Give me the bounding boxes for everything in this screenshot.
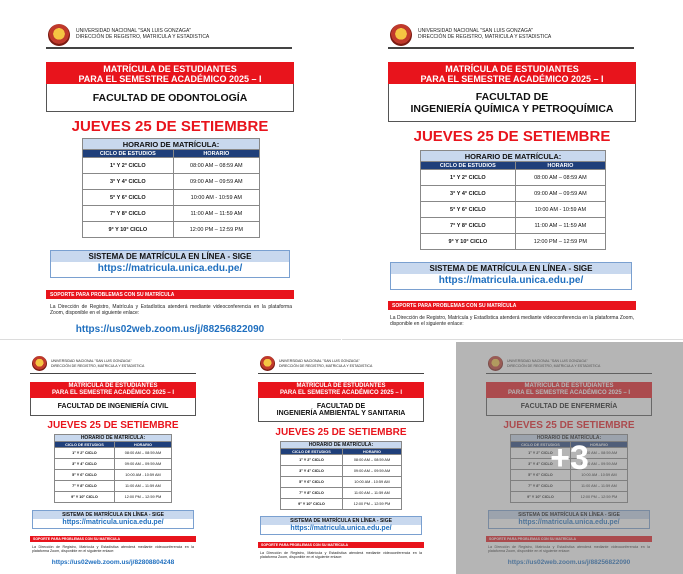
- banner-line-2: PARA EL SEMESTRE ACADÉMICO 2025 – I: [78, 74, 262, 85]
- col-ciclo: CICLO DE ESTUDIOS: [55, 442, 115, 448]
- support-text: La Dirección de Registro, Matrícula y Estadística atenderá mediante videoconferencia en la plataforma Zoom, disponible en el siguiente enlace:: [32, 545, 194, 554]
- faculty-box: [30, 398, 196, 416]
- header-rule: [388, 47, 634, 49]
- schedule-table: [54, 434, 172, 503]
- faculty-name-line-2: INGENIERÍA QUÍMICA Y PETROQUÍMICA: [410, 102, 614, 115]
- header-rule: [258, 373, 424, 374]
- support-banner: SOPORTE PARA PROBLEMAS CON SU MATRÍCULA: [46, 290, 294, 299]
- enrollment-banner: [258, 382, 424, 398]
- table-row: 5° Y 6° CICLO 10:00 AM - 10:59 AM: [83, 190, 260, 206]
- enrollment-date: JUEVES 25 DE SETIEMBRE: [47, 420, 179, 431]
- table-row: 1° Y 2° CICLO 08:00 AM – 08:59 AM: [83, 158, 260, 174]
- banner-line-1: MATRÍCULA DE ESTUDIANTES: [68, 383, 158, 389]
- banner-line-1: MATRÍCULA DE ESTUDIANTES: [103, 64, 237, 74]
- banner-line-2: PARA EL SEMESTRE ACADÉMICO 2025 – I: [420, 74, 604, 85]
- table-row: 3° Y 4° CICLO 09:00 AM – 09:59 AM: [55, 459, 172, 470]
- more-images-count: +3: [550, 438, 589, 477]
- col-ciclo: CICLO DE ESTUDIOS: [281, 449, 343, 455]
- col-horario: HORARIO: [114, 442, 171, 448]
- sige-box: [50, 250, 290, 278]
- sige-link[interactable]: https://matricula.unica.edu.pe/: [438, 275, 584, 286]
- zoom-link[interactable]: https://us02web.zoom.us/j/88256822090: [75, 324, 265, 335]
- office-name: DIRECCIÓN DE REGISTRO, MATRICULA Y ESTADISTICA: [279, 363, 373, 368]
- banner-line-2: PARA EL SEMESTRE ACADÉMICO 2025 – I: [51, 389, 175, 396]
- faculty-name-line-2: INGENIERÍA AMBIENTAL Y SANITARIA: [276, 409, 406, 417]
- university-name: UNIVERSIDAD NACIONAL "SAN LUIS GONZAGA": [279, 359, 360, 364]
- sige-link[interactable]: https://matricula.unica.edu.pe/: [62, 519, 164, 526]
- sige-link[interactable]: https://matricula.unica.edu.pe/: [97, 263, 243, 274]
- table-row: 9° Y 10° CICLO 12:00 PM – 12:59 PM: [281, 499, 402, 510]
- university-name: UNIVERSIDAD NACIONAL "SAN LUIS GONZAGA": [51, 359, 132, 364]
- table-row: 9° Y 10° CICLO 12:00 PM – 12:59 PM: [55, 492, 172, 503]
- col-horario: HORARIO: [342, 449, 401, 455]
- schedule-caption: HORARIO DE MATRÍCULA:: [281, 442, 402, 449]
- banner-line-1: MATRÍCULA DE ESTUDIANTES: [445, 64, 579, 74]
- gallery-image-enfermeria[interactable]: [456, 342, 683, 574]
- col-ciclo: CICLO DE ESTUDIOS: [421, 162, 516, 170]
- sige-title: SISTEMA DE MATRÍCULA EN LÍNEA - SIGE: [51, 251, 289, 262]
- office-name: DIRECCIÓN DE REGISTRO, MATRICULA Y ESTADISTICA: [418, 34, 552, 40]
- enrollment-date: JUEVES 25 DE SETIEMBRE: [275, 427, 407, 438]
- table-row: 3° Y 4° CICLO 09:00 AM – 09:59 AM: [281, 466, 402, 477]
- support-text: La Dirección de Registro, Matrícula y Estadística atenderá mediante videoconferencia en la plataforma Zoom, disponible en el siguiente enlace:: [260, 551, 422, 560]
- table-row: 7° Y 8° CICLO 11:00 AM – 11:59 AM: [421, 218, 606, 234]
- faculty-name: FACULTAD DE INGENIERÍA CIVIL: [57, 403, 169, 410]
- faculty-name: FACULTAD DE ODONTOLOGÍA: [92, 91, 248, 104]
- schedule-table: [82, 138, 260, 238]
- faculty-name-line-1: FACULTAD DE: [316, 402, 366, 410]
- office-name: DIRECCIÓN DE REGISTRO, MATRICULA Y ESTADISTICA: [51, 363, 145, 368]
- enrollment-banner: [46, 62, 294, 84]
- gallery-image-ingenieria-quimica[interactable]: [342, 0, 683, 340]
- faculty-box: [46, 84, 294, 112]
- sige-title: SISTEMA DE MATRÍCULA EN LÍNEA - SIGE: [391, 263, 631, 274]
- col-horario: HORARIO: [173, 150, 259, 158]
- schedule-table: [420, 150, 606, 250]
- schedule-table: [280, 441, 402, 510]
- support-text: La Dirección de Registro, Matrícula y Estadística atenderá mediante videoconferencia en la plataforma Zoom, disponible en el siguiente enlace:: [390, 315, 634, 328]
- faculty-name-line-1: FACULTAD DE: [475, 90, 549, 103]
- support-banner: SOPORTE PARA PROBLEMAS CON SU MATRÍCULA: [30, 536, 196, 542]
- table-row: 3° Y 4° CICLO 09:00 AM – 09:59 AM: [421, 186, 606, 202]
- table-row: 1° Y 2° CICLO 08:00 AM – 08:59 AM: [421, 170, 606, 186]
- zoom-link[interactable]: https://us02web.zoom.us/j/82808804248: [51, 559, 175, 566]
- header-rule: [46, 47, 292, 49]
- table-row: 9° Y 10° CICLO 12:00 PM – 12:59 PM: [421, 234, 606, 250]
- more-images-overlay[interactable]: [456, 342, 683, 574]
- flyer-header: [48, 24, 209, 46]
- sige-box: [32, 510, 194, 529]
- sige-box: [390, 262, 632, 290]
- faculty-box: [388, 84, 636, 122]
- col-ciclo: CICLO DE ESTUDIOS: [83, 150, 174, 158]
- flyer-header: [260, 356, 372, 371]
- support-text: La Dirección de Registro, Matrícula y Estadística atenderá mediante videoconferencia en la plataforma Zoom, disponible en el siguiente enlace:: [50, 304, 292, 317]
- gallery-image-odontologia[interactable]: [0, 0, 341, 340]
- table-row: 1° Y 2° CICLO 08:00 AM – 08:59 AM: [55, 448, 172, 459]
- banner-line-2: PARA EL SEMESTRE ACADÉMICO 2025 – I: [279, 389, 403, 396]
- schedule-caption: HORARIO DE MATRÍCULA:: [421, 151, 606, 162]
- table-row: 3° Y 4° CICLO 09:00 AM – 09:59 AM: [83, 174, 260, 190]
- header-rule: [30, 373, 196, 374]
- university-seal-icon: [48, 24, 70, 46]
- table-row: 5° Y 6° CICLO 10:00 AM - 10:59 AM: [55, 470, 172, 481]
- enrollment-date: JUEVES 25 DE SETIEMBRE: [71, 118, 269, 135]
- university-name: UNIVERSIDAD NACIONAL "SAN LUIS GONZAGA": [418, 28, 534, 35]
- table-row: 5° Y 6° CICLO 10:00 AM - 10:59 AM: [421, 202, 606, 218]
- table-row: 7° Y 8° CICLO 11:00 AM – 11:59 AM: [281, 488, 402, 499]
- banner-line-1: MATRÍCULA DE ESTUDIANTES: [296, 383, 386, 389]
- enrollment-date: JUEVES 25 DE SETIEMBRE: [413, 128, 611, 145]
- table-row: 1° Y 2° CICLO 08:00 AM – 08:59 AM: [281, 455, 402, 466]
- gallery-image-ingenieria-ambiental[interactable]: [228, 342, 455, 574]
- university-seal-icon: [390, 24, 412, 46]
- support-banner: SOPORTE PARA PROBLEMAS CON SU MATRÍCULA: [258, 542, 424, 548]
- flyer-header: [390, 24, 551, 46]
- faculty-box: [258, 398, 424, 422]
- col-horario: HORARIO: [515, 162, 605, 170]
- office-name: DIRECCIÓN DE REGISTRO, MATRICULA Y ESTADISTICA: [76, 34, 210, 40]
- university-seal-icon: [260, 356, 275, 371]
- sige-title: SISTEMA DE MATRÍCULA EN LÍNEA - SIGE: [33, 511, 193, 519]
- table-row: 7° Y 8° CICLO 11:00 AM – 11:59 AM: [55, 481, 172, 492]
- university-name: UNIVERSIDAD NACIONAL "SAN LUIS GONZAGA": [76, 28, 192, 35]
- enrollment-banner: [388, 62, 636, 84]
- table-row: 5° Y 6° CICLO 10:00 AM - 10:59 AM: [281, 477, 402, 488]
- university-seal-icon: [32, 356, 47, 371]
- enrollment-banner: [30, 382, 196, 398]
- schedule-caption: HORARIO DE MATRÍCULA:: [55, 435, 172, 442]
- support-banner: SOPORTE PARA PROBLEMAS CON SU MATRÍCULA: [388, 301, 636, 310]
- flyer-header: [32, 356, 144, 371]
- table-row: 7° Y 8° CICLO 11:00 AM – 11:59 AM: [83, 206, 260, 222]
- table-row: 9° Y 10° CICLO 12:00 PM – 12:59 PM: [83, 222, 260, 238]
- gallery-image-ingenieria-civil[interactable]: [0, 342, 227, 574]
- sige-link[interactable]: https://matricula.unica.edu.pe/: [290, 525, 392, 532]
- schedule-caption: HORARIO DE MATRÍCULA:: [83, 139, 260, 150]
- sige-title: SISTEMA DE MATRÍCULA EN LÍNEA - SIGE: [261, 517, 421, 525]
- sige-box: [260, 516, 422, 535]
